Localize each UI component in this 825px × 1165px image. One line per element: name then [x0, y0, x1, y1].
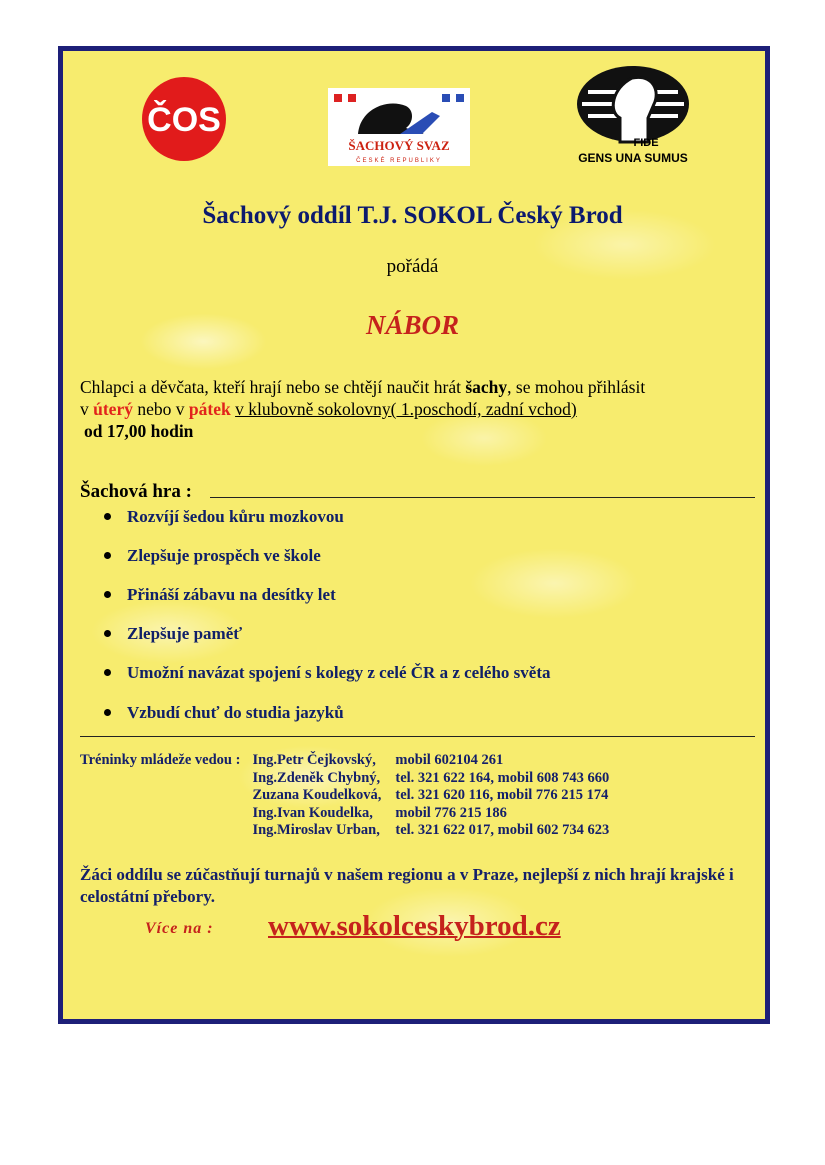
benefit-item: Umožní navázat spojení s kolegy z celé ČR a z celého světa: [104, 663, 551, 683]
sokol-logo: [130, 76, 238, 162]
trainer-row: [80, 787, 609, 805]
intro-time: od 17,00 hodin: [84, 421, 194, 441]
intro-paragraph: [80, 376, 760, 442]
sokol-logo-text: ČOS: [147, 101, 221, 139]
bullet-icon: [104, 591, 111, 598]
bullet-icon: [104, 630, 111, 637]
website-link[interactable]: www.sokolceskybrod.cz: [268, 910, 561, 942]
trainer-name: Ing.Petr Čejkovský,: [252, 752, 376, 768]
day-tuesday: úterý: [93, 399, 133, 419]
pupils-paragraph: Žáci oddílu se zúčastňují turnajů v našem regionu a v Praze, nejlepší z nich hrají krajské i celostátní přebory.: [80, 865, 734, 906]
headline: NÁBOR: [365, 310, 460, 340]
page-title: Šachový oddíl T.J. SOKOL Český Brod: [202, 202, 623, 229]
intro-text-2-mid: nebo v: [132, 399, 189, 419]
svaz-name: ŠACHOVÝ SVAZ: [348, 138, 450, 153]
bullet-icon: [104, 513, 111, 520]
trainers-table: [80, 752, 609, 840]
trainer-row: [80, 770, 609, 788]
intro-chess-word: šachy: [465, 377, 508, 397]
trainer-name: Ing.Zdeněk Chybný,: [252, 769, 381, 786]
divider-bottom: [80, 736, 755, 737]
intro-text-1: Chlapci a děvčata, kteří hrají nebo se chtějí naučit hrát: [80, 377, 466, 397]
intro-text-2: v: [80, 399, 94, 419]
section-title: Šachová hra :: [80, 481, 192, 502]
intro-place: v klubovně sokolovny( 1.poschodí, zadní vchod): [235, 399, 577, 419]
trainer-name: Ing.Miroslav Urban,: [252, 822, 380, 838]
trainer-row: [80, 822, 609, 840]
svaz-country: ČESKÉ REPUBLIKY: [356, 158, 442, 164]
trainer-contact: mobil 602104 261: [395, 752, 504, 768]
bullet-icon: [104, 669, 111, 676]
bullet-icon: [104, 552, 111, 559]
benefit-item: Zlepšuje prospěch ve škole: [104, 546, 321, 566]
intro-text-1-end: , se mohou přihlásit: [507, 377, 646, 397]
trainer-contact: tel. 321 622 017, mobil 602 734 623: [395, 822, 610, 838]
bullet-icon: [104, 709, 111, 716]
day-friday: pátek: [188, 399, 231, 419]
trainer-row: [80, 805, 609, 823]
trainer-contact: mobil 776 215 186: [395, 804, 507, 821]
fide-label: FIDE: [633, 137, 659, 149]
chess-federation-logo: [328, 88, 470, 166]
subtitle: pořádá: [386, 256, 439, 277]
benefit-item: Přináší zábavu na desítky let: [104, 585, 336, 605]
trainer-name: Zuzana Koudelková,: [252, 787, 382, 803]
more-label: Více na :: [145, 920, 214, 937]
trainer-row: [80, 752, 609, 770]
trainer-name: Ing.Ivan Koudelka,: [252, 804, 373, 821]
trainer-contact: tel. 321 622 164, mobil 608 743 660: [395, 769, 610, 786]
fide-motto: GENS UNA SUMUS: [578, 151, 688, 165]
divider-top: [210, 497, 755, 498]
benefit-item: Rozvíjí šedou kůru mozkovou: [104, 507, 344, 527]
trainers-label: Tréninky mládeže vedou :: [80, 752, 241, 768]
trainer-contact: tel. 321 620 116, mobil 776 215 174: [395, 787, 609, 803]
benefit-item: Vzbudí chuť do studia jazyků: [104, 703, 344, 723]
benefit-item: Zlepšuje paměť: [104, 624, 242, 644]
